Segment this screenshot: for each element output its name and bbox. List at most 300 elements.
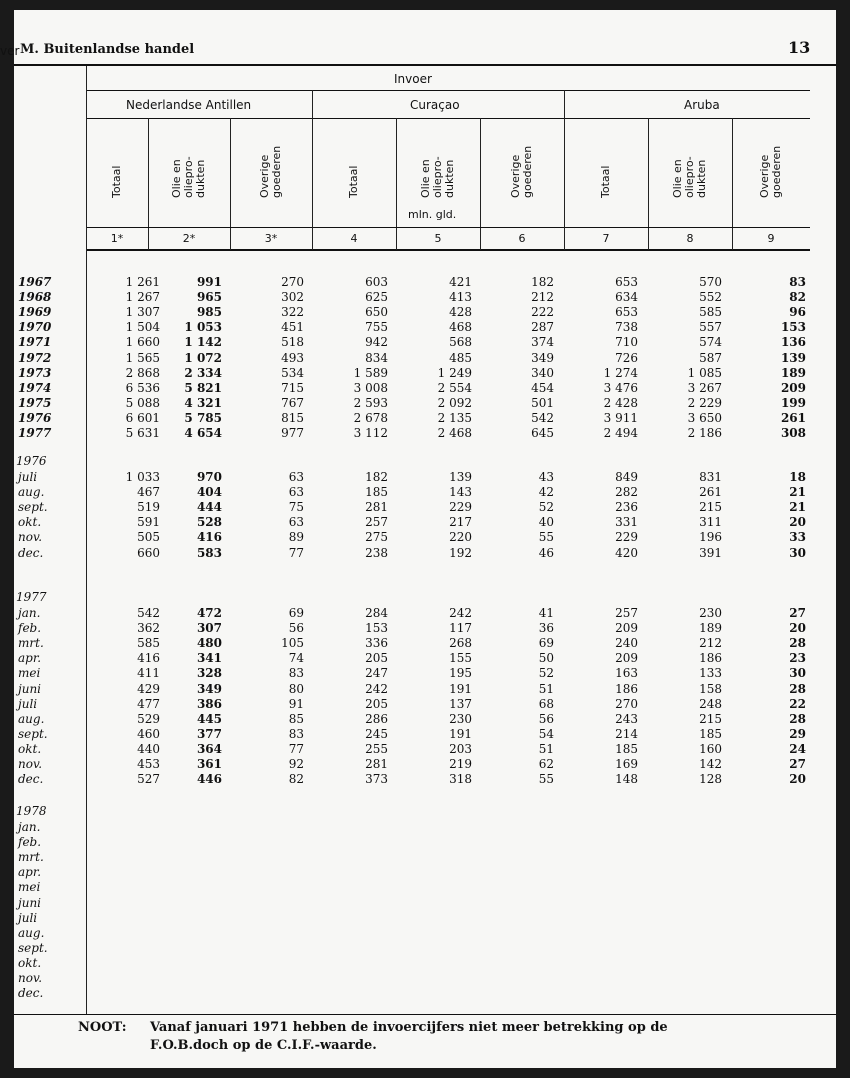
table-cell: 2 494 [603,426,638,440]
row-label: 1973 [18,365,52,380]
col-divider [732,118,733,227]
table-cell: 133 [699,666,722,681]
table-cell: 137 [449,696,472,711]
table-cell: 63 [288,515,304,530]
table-cell: 454 [531,380,554,395]
table-cell: 1 307 [125,305,160,320]
table-cell: 970 [196,470,222,484]
table-cell: 18 [789,470,806,484]
table-cell: 328 [196,666,222,681]
table-cell: 1 085 [687,365,722,380]
table-cell: 185 [365,485,388,500]
table-cell: 453 [137,757,160,771]
table-cell: 229 [615,530,638,545]
table-cell: 460 [137,726,160,741]
table-cell: 341 [196,651,222,666]
table-cell: 22 [789,696,806,711]
row-label: juli [18,910,38,925]
row-label: sept. [18,500,48,515]
table-cell: 2 135 [437,410,472,425]
column-number: 7 [602,232,610,245]
row-label: 1967 [18,275,52,289]
table-cell: 322 [281,305,304,320]
table-cell: 281 [365,757,388,771]
table-cell: 143 [449,485,472,500]
table-cell: 331 [615,515,638,530]
table-cell: 217 [449,515,472,530]
col-divider [480,118,481,227]
column-heading-overige-goederen [759,146,783,198]
table-cell: 24 [789,741,806,756]
table-cell: 534 [281,365,304,380]
column-heading-totaal [348,166,360,198]
table-cell: 3 112 [353,426,388,440]
table-cell: 542 [531,410,554,425]
row-label: 1974 [18,380,52,395]
table-cell: 191 [449,726,472,741]
row-label: jan. [18,606,41,620]
table-cell: 336 [365,636,388,651]
column-heading-olie-en-olieproducten [420,156,456,198]
column-heading-line: Totaal [347,165,360,198]
table-cell: 30 [789,545,806,560]
table-cell: 185 [615,741,638,756]
column-number: 1* [110,232,124,245]
row-label: feb. [18,835,42,850]
column-heading-line: Olie en [170,159,183,198]
table-cell: 710 [615,335,638,350]
table-cell: 182 [531,275,554,289]
col-divider [648,118,649,227]
column-heading-line: Totaal [599,165,612,198]
block-heading: 1976 [16,454,47,468]
table-cell: 85 [288,711,304,726]
table-cell: 205 [365,696,388,711]
table-cell: 625 [365,290,388,305]
table-cell: 286 [365,711,388,726]
table-cell: 220 [449,530,472,545]
table-cell: 261 [699,485,722,500]
table-cell: 153 [780,320,806,335]
table-cell: 446 [196,772,222,787]
table-cell: 416 [196,530,222,545]
table-cell: 519 [137,500,160,515]
table-cell: 528 [196,515,222,530]
table-cell: 148 [615,772,638,787]
table-cell: 3 008 [353,380,388,395]
table-cell: 977 [281,426,304,440]
row-label: nov. [18,971,43,985]
head-rule [14,64,836,66]
table-cell: 413 [449,290,472,305]
table-cell: 755 [365,320,388,335]
table-cell: 68 [538,696,554,711]
table-cell: 420 [615,545,638,560]
note-prefix: NOOT: [78,1020,127,1035]
page-number: 13 [788,38,811,57]
table-cell: 5 631 [125,426,160,440]
table-cell: 275 [365,530,388,545]
table-cell: 3 911 [603,410,638,425]
table-cell: 373 [365,772,388,787]
column-heading-totaal [600,166,612,198]
table-cell: 169 [615,757,638,771]
table-cell: 192 [449,545,472,560]
table-cell: 20 [789,772,806,787]
table-cell: 1 261 [125,275,160,289]
table-cell: 468 [449,320,472,335]
table-cell: 51 [538,741,554,756]
table-cell: 56 [538,711,554,726]
table-cell: 212 [699,636,722,651]
table-cell: 195 [449,666,472,681]
table-cell: 20 [789,621,806,636]
table-cell: 451 [281,320,304,335]
table-cell: 74 [288,651,304,666]
row-label: apr. [18,865,42,880]
table-cell: 377 [196,726,222,741]
table-cell: 726 [615,350,638,365]
table-cell: 364 [196,741,222,756]
block-heading: 1977 [16,590,47,604]
table-cell: 163 [615,666,638,681]
table-cell: 222 [531,305,554,320]
table-cell: 570 [699,275,722,289]
table-cell: 240 [615,636,638,651]
table-cell: 55 [538,772,554,787]
row-label: dec. [18,545,44,560]
table-cell: 428 [449,305,472,320]
table-cell: 311 [699,515,722,530]
table-cell: 257 [615,606,638,620]
column-number: 4 [350,232,358,245]
table-cell: 591 [137,515,160,530]
table-cell: 230 [449,711,472,726]
table-cell: 445 [196,711,222,726]
table-cell: 270 [281,275,304,289]
row-label: okt. [18,515,42,530]
table-cell: 574 [699,335,722,350]
table-cell: 815 [281,410,304,425]
table-cell: 349 [531,350,554,365]
table-cell: 189 [780,365,806,380]
table-cell: 2 428 [603,395,638,410]
column-heading-line: Overige [258,154,271,198]
table-cell: 255 [365,741,388,756]
table-cell: 472 [196,606,222,620]
table-cell: 444 [196,500,222,515]
row-label: 1977 [18,426,52,440]
table-cell: 203 [449,741,472,756]
row-label: 1972 [18,350,52,365]
table-cell: 82 [789,290,806,305]
column-heading-totaal [111,166,123,198]
table-cell: 362 [137,621,160,636]
left-margin-fragment: ver [0,44,20,58]
table-cell: 1 267 [125,290,160,305]
table-cell: 1 565 [125,350,160,365]
table-cell: 33 [789,530,806,545]
row-label: apr. [18,651,42,666]
table-cell: 1 072 [184,350,222,365]
table-cell: 603 [365,275,388,289]
invoer-title: Invoer [394,72,432,86]
table-cell: 27 [789,757,806,771]
note-rule [14,1014,836,1015]
table-cell: 660 [137,545,160,560]
table-cell: 1 142 [184,335,222,350]
table-cell: 54 [538,726,554,741]
row-label: juni [18,895,42,910]
table-cell: 52 [538,666,554,681]
table-cell: 82 [288,772,304,787]
table-cell: 105 [281,636,304,651]
table-cell: 349 [196,681,222,696]
table-cell: 340 [531,365,554,380]
table-cell: 51 [538,681,554,696]
table-cell: 209 [615,651,638,666]
table-cell: 261 [780,410,806,425]
column-heading-line: Overige [509,154,522,198]
table-cell: 5 785 [184,410,222,425]
table-cell: 308 [780,426,806,440]
row-label: 1971 [18,335,52,350]
table-cell: 43 [538,470,554,484]
table-cell: 2 468 [437,426,472,440]
table-cell: 27 [789,606,806,620]
group-divider [312,90,313,250]
table-cell: 215 [699,711,722,726]
row-label: sept. [18,940,48,955]
table-cell: 89 [288,530,304,545]
table-cell: 42 [538,485,554,500]
table-cell: 985 [196,305,222,320]
column-heading-line: dukten [443,159,456,198]
row-label: juli [18,696,38,711]
table-cell: 585 [699,305,722,320]
table-cell: 849 [615,470,638,484]
note-line-1: Vanaf januari 1971 hebben de invoercijfers niet meer betrekking op de [150,1020,668,1035]
column-heading-line: dukten [194,159,207,198]
table-cell: 62 [538,757,554,771]
table-cell: 77 [288,545,304,560]
table-cell: 653 [615,275,638,289]
table-cell: 650 [365,305,388,320]
table-cell: 361 [196,757,222,771]
table-cell: 63 [288,470,304,484]
table-cell: 1 249 [437,365,472,380]
group-label-curacao: Curaçao [410,98,460,112]
table-cell: 587 [699,350,722,365]
row-label: mei [18,666,41,681]
table-cell: 552 [699,290,722,305]
table-cell: 480 [196,636,222,651]
row-label: juni [18,681,42,696]
table-cell: 243 [615,711,638,726]
document-page [0,10,836,1068]
table-cell: 2 554 [437,380,472,395]
table-cell: 50 [538,651,554,666]
table-cell: 20 [789,515,806,530]
table-cell: 391 [699,545,722,560]
table-cell: 287 [531,320,554,335]
row-label: dec. [18,772,44,787]
column-heading-olie-en-olieproducten [171,156,207,198]
group-divider [564,90,565,250]
table-cell: 485 [449,350,472,365]
table-cell: 270 [615,696,638,711]
table-cell: 185 [699,726,722,741]
table-cell: 182 [365,470,388,484]
table-cell: 467 [137,485,160,500]
table-cell: 557 [699,320,722,335]
table-cell: 199 [780,395,806,410]
table-cell: 238 [365,545,388,560]
row-label: mrt. [18,850,44,865]
table-cell: 56 [288,621,304,636]
table-cell: 196 [699,530,722,545]
row-label: 1970 [18,320,52,335]
column-heading-line: oliepro- [182,156,195,198]
column-heading-line: goederen [521,145,534,198]
table-cell: 302 [281,290,304,305]
table-cell: 653 [615,305,638,320]
table-cell: 501 [531,395,554,410]
table-cell: 1 053 [184,320,222,335]
table-cell: 2 868 [125,365,160,380]
table-cell: 307 [196,621,222,636]
table-cell: 2 092 [437,395,472,410]
invoer-rule [86,90,810,91]
table-cell: 1 660 [125,335,160,350]
row-label: sept. [18,726,48,741]
table-cell: 29 [789,726,806,741]
table-cell: 128 [699,772,722,787]
table-cell: 634 [615,290,638,305]
row-label: feb. [18,621,42,636]
table-cell: 21 [789,485,806,500]
col-divider [230,118,231,227]
table-cell: 2 186 [687,426,722,440]
table-cell: 529 [137,711,160,726]
table-cell: 386 [196,696,222,711]
table-cell: 583 [196,545,222,560]
table-cell: 69 [538,636,554,651]
table-cell: 542 [137,606,160,620]
col-divider [396,118,397,227]
table-cell: 282 [615,485,638,500]
unit-label: mln. gld. [408,208,457,221]
table-cell: 191 [449,681,472,696]
table-cell: 527 [137,772,160,787]
table-cell: 2 229 [687,395,722,410]
table-cell: 83 [789,275,806,289]
row-label: 1968 [18,290,52,305]
row-label: dec. [18,986,44,1001]
table-cell: 2 593 [353,395,388,410]
table-cell: 834 [365,350,388,365]
column-number: 5 [434,232,442,245]
col-divider [148,118,149,227]
table-cell: 142 [699,757,722,771]
table-cell: 1 274 [603,365,638,380]
table-cell: 230 [699,606,722,620]
table-cell: 3 267 [687,380,722,395]
table-cell: 117 [449,621,472,636]
row-label: mei [18,880,41,895]
table-cell: 96 [789,305,806,320]
table-cell: 416 [137,651,160,666]
row-label: jan. [18,820,41,834]
group-rule [86,118,810,119]
table-cell: 55 [538,530,554,545]
table-cell: 965 [196,290,222,305]
table-cell: 3 476 [603,380,638,395]
table-cell: 477 [137,696,160,711]
table-cell: 645 [531,426,554,440]
table-cell: 30 [789,666,806,681]
running-head-title: M. Buitenlandse handel [20,42,195,57]
table-cell: 440 [137,741,160,756]
table-cell: 83 [288,726,304,741]
row-label: okt. [18,741,42,756]
row-label: aug. [18,711,45,726]
table-cell: 2 678 [353,410,388,425]
table-cell: 2 334 [184,365,222,380]
row-label: aug. [18,485,45,500]
column-heading-line: goederen [270,145,283,198]
row-label: nov. [18,757,43,771]
column-heading-line: oliepro- [683,156,696,198]
table-cell: 23 [789,651,806,666]
note-line-2: F.O.B.doch op de C.I.F.-waarde. [150,1038,377,1053]
table-cell: 215 [699,500,722,515]
unit-rule [86,227,810,228]
table-cell: 28 [789,711,806,726]
column-heading-line: Overige [758,154,771,198]
column-number: 6 [518,232,526,245]
row-label: 1976 [18,410,52,425]
table-cell: 318 [449,772,472,787]
table-cell: 767 [281,395,304,410]
table-cell: 40 [538,515,554,530]
column-heading-line: Totaal [110,165,123,198]
table-cell: 52 [538,500,554,515]
table-cell: 505 [137,530,160,545]
table-cell: 248 [699,696,722,711]
table-cell: 242 [365,681,388,696]
table-cell: 186 [615,681,638,696]
table-cell: 83 [288,666,304,681]
column-number: 8 [686,232,694,245]
table-cell: 236 [615,500,638,515]
table-cell: 3 650 [687,410,722,425]
table-cell: 139 [449,470,472,484]
column-number: 9 [767,232,775,245]
column-heading-line: oliepro- [431,156,444,198]
table-cell: 155 [449,651,472,666]
table-cell: 214 [615,726,638,741]
table-cell: 268 [449,636,472,651]
table-cell: 5 821 [184,380,222,395]
table-cell: 4 321 [184,395,222,410]
table-cell: 205 [365,651,388,666]
block-heading: 1978 [16,804,47,818]
table-cell: 738 [615,320,638,335]
table-cell: 212 [531,290,554,305]
row-label: nov. [18,530,43,545]
table-cell: 91 [288,696,304,711]
